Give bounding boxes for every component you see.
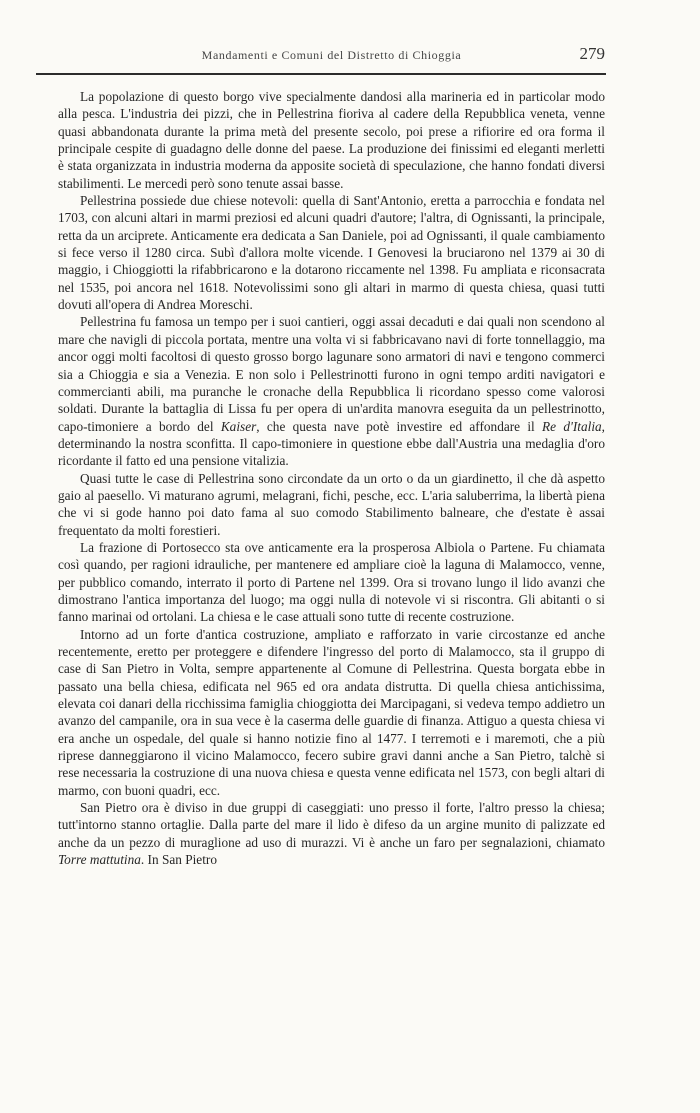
running-head: [58, 44, 605, 70]
italic-text: Kaiser: [220, 418, 257, 434]
running-title: Mandamenti e Comuni del Distretto di Chioggia: [201, 48, 462, 62]
paragraph: [58, 313, 605, 469]
paragraph: [58, 470, 605, 539]
text-run: , che questa nave potè investire ed affondare il: [256, 418, 543, 434]
paragraph: [58, 88, 605, 192]
paragraph: [58, 539, 605, 626]
text-run: La frazione di Portosecco sta ove anticamente era la prosperosa Albiola o Partene. Fu chiamata così quando, per ragioni idrauliche, per mantenere ed ampliare cioè la laguna di Malamocco, venne, per pubblico comando, interrato il porto di Partene nel 1399. Ora si trovano lungo il lido avanzi che dimostrano l'antica importanza del luogo; ma oggi nulla di notevole vi si riscontra. Gli abitanti o si fanno marinai od ortolani. La chiesa e le case attuali sono tutte di recente costruzione.: [58, 539, 605, 625]
page-number: 279: [579, 44, 605, 63]
text-run: Intorno ad un forte d'antica costruzione, ampliato e rafforzato in varie circostanze ed anche recentemente, eretto per proteggere e difendere l'ingresso del porto di Malamocco, sta il gruppo di case di San Pietro in Volta, sempre appartenente al Comune di Pellestrina. Questa borgata ebbe in passato una bella chiesa, edificata nel 965 ed ora andata distrutta. Di quella chiesa antichissima, elevata coi danari della ricchissima famiglia chioggiotta dei Marcipagani, si vedeva tempo addietro un avanzo del campanile, ora in sua vece è la caserma delle guardie di finanza. Attiguo a questa chiesa vi era anche un ospedale, del quale si hanno notizie fino al 1477. I terremoti e i maremoti, che a più riprese danneggiarono il vicino Malamocco, fecero subire gravi danni anche a San Pietro, talchè si rese necessaria la costruzione di una nuova chiesa e questa venne edificata nel 1573, con begli altari di marmo, con buoni quadri, ecc.: [58, 626, 605, 798]
text-run: . In San Pietro: [140, 852, 217, 868]
paragraph: [58, 799, 605, 868]
text-run: Quasi tutte le case di Pellestrina sono circondate da un orto o da un giardinetto, il che dà aspetto gaio al paesello. Vi maturano agrumi, melagrani, fichi, pesche, ecc. L'aria saluberrima, la libertà piena che vi si gode hanno poi dato fama al suo comodo Stabilimento balneare, che d'estate è assai frequentato da molti forestieri.: [58, 470, 605, 538]
text-run: San Pietro ora è diviso in due gruppi di caseggiati: uno presso il forte, l'altro presso la chiesa; tutt'intorno stanno ortaglie. Dalla parte del mare il lido è difeso da un argine munito di palizzate ed anche da un pezzo di muraglione ad uso di murazzi. Vi è anche un faro per segnalazioni, chiamato: [58, 800, 605, 850]
text-run: Pellestrina possiede due chiese notevoli: quella di Sant'Antonio, eretta a parrocchia e fondata nel 1703, con alcuni altari in marmi preziosi ed alcuni quadri d'autore; l'altra, di Ognissanti, la principale, retta da un arciprete. Anticamente era dedicata a San Daniele, poi ad Ognissanti, il quale cambiamento si fece verso il 1280 circa. Subì d'allora molte vicende. I Genovesi la bruciarono nel 1379 ai 30 di maggio, i Chioggiotti la rifabbricarono e la dotarono riccamente nel 1398. Fu ampliata e riconsacrata nel 1535, poi ancora nel 1618. Notevolissimi sono gli altari in marmo di questa chiesa, quasi tutti dovuti all'opera di Andrea Moreschi.: [58, 193, 605, 313]
italic-text: Re d'Italia: [542, 418, 602, 434]
body-text: [58, 88, 605, 868]
text-run: Pellestrina fu famosa un tempo per i suoi cantieri, oggi assai decaduti e dai quali non scendono al mare che navigli di piccola portata, mentre una volta vi si fabbricavano navi di forte tonnellaggio, ma ancor oggi molti facoltosi di questo grosso borgo lagunare sono armatori di navi e tengono commerci sia a Chioggia e sia a Venezia. E non solo i Pellestrinotti furono in ogni tempo arditi navigatori e commercianti abili, ma puranche le cronache della Repubblica li ricordano spesso come valorosi soldati. Durante la battaglia di Lissa fu per opera di un'ardita manovra eseguita da un pellestrinotto, capo-timoniere a bordo del: [58, 314, 605, 434]
header-rule: [36, 73, 606, 75]
paragraph: [58, 626, 605, 799]
text-run: , determinando la nostra sconfitta. Il capo-timoniere in questione ebbe dall'Austria una medaglia d'oro ricordante il fatto ed una pensione vitalizia.: [58, 418, 605, 469]
italic-text: Torre mattutina: [58, 852, 141, 868]
text-run: La popolazione di questo borgo vive specialmente dandosi alla marineria ed in particolar modo alla pesca. L'industria dei pizzi, che in Pellestrina fioriva al cadere della Repubblica veneta, venne quasi abbandonata durante la prima metà del presente secolo, poi prese a rifiorire ed ora forma il principale cespite di guadagno delle donne del paese. La produzione dei finissimi ed eleganti merletti è stata organizzata in industria moderna da apposite società di speculazione, che hanno fondati diversi stabilimenti. Le mercedi però sono tenute assai basse.: [58, 89, 605, 191]
paragraph: [58, 192, 605, 313]
